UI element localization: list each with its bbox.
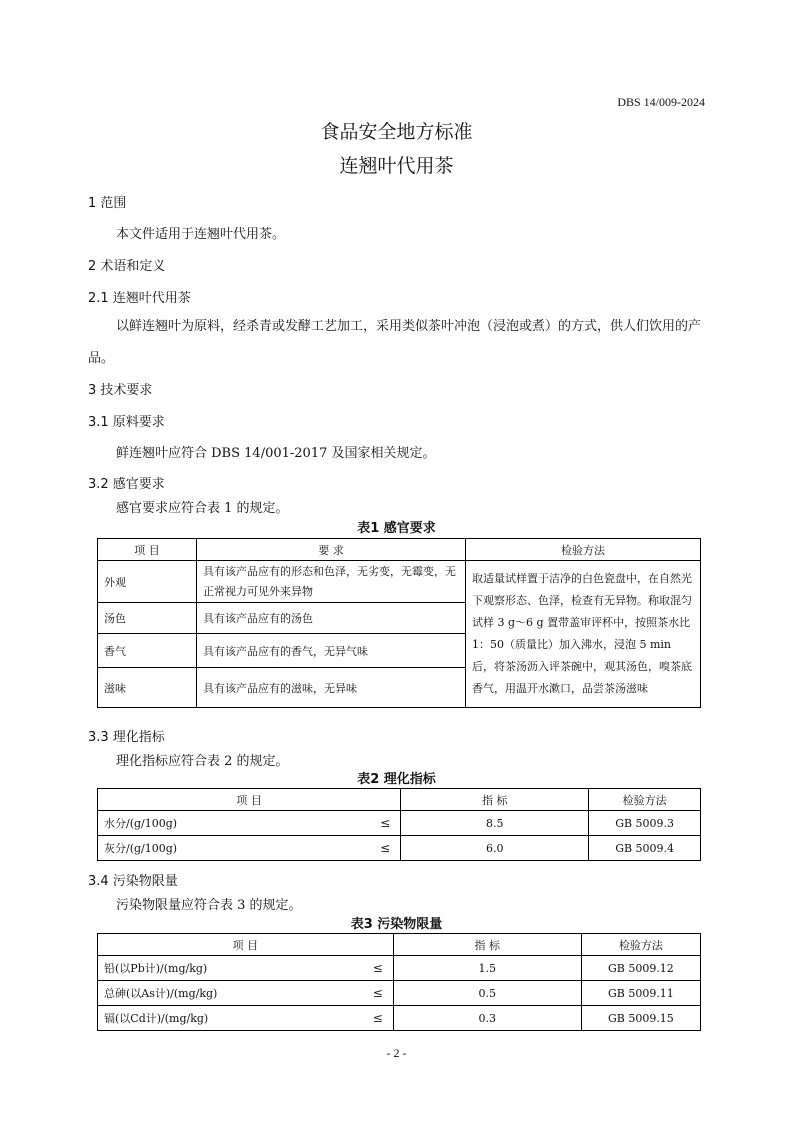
- table-cell-item: 滋味: [98, 668, 197, 708]
- table-1-header-method: 检验方法: [466, 539, 701, 561]
- document-subtitle: 连翘叶代用茶: [339, 155, 454, 177]
- table-2-header-value: 指 标: [401, 789, 589, 811]
- table-cell-method: GB 5009.15: [581, 1006, 700, 1031]
- table-3-header-value: 指 标: [393, 934, 581, 956]
- table-cell-value: 1.5: [393, 956, 581, 981]
- table-row: [98, 836, 701, 861]
- table-cell-operator: ≤: [364, 836, 401, 861]
- table-row: [98, 811, 701, 836]
- section-3-1-heading: 3.1 原料要求: [88, 415, 165, 430]
- table-cell-method: GB 5009.3: [589, 811, 701, 836]
- table-cell-requirement: 具有该产品应有的形态和色泽，无劣变，无霉变，无正常视力可见外来异物: [197, 561, 466, 603]
- page-number: - 2 -: [386, 1046, 407, 1060]
- table-cell-item: 铅(以Pb计)/(mg/kg): [98, 956, 357, 981]
- table-cell-value: 8.5: [401, 811, 589, 836]
- table-2-caption: 表2 理化指标: [357, 772, 436, 787]
- table-cell-value: 6.0: [401, 836, 589, 861]
- table-cell-item: 香气: [98, 634, 197, 668]
- table-cell-item: 外观: [98, 561, 197, 603]
- table-row: [98, 1006, 701, 1031]
- table-cell-method: 取适量试样置于洁净的白色瓷盘中，在自然光下观察形态、色泽，检查有无异物。称取混匀试样 3 g～6 g 置带盖审评杯中，按照茶水比 1：50（质量比）加入沸水，浸泡 5 min 后，将茶汤沥入评茶碗中，观其汤色，嗅茶底香气，用温开水漱口，品尝茶汤滋味: [466, 561, 701, 708]
- physicochemical-table: [97, 788, 701, 861]
- table-cell-item: 水分/(g/100g): [98, 811, 365, 836]
- section-2-heading: 2 术语和定义: [88, 259, 166, 274]
- section-3-2-text: 感官要求应符合表 1 的规定。: [116, 501, 289, 516]
- document-title: 食品安全地方标准: [320, 121, 473, 143]
- section-3-4-heading: 3.4 污染物限量: [88, 874, 178, 889]
- table-2-header-method: 检验方法: [589, 789, 701, 811]
- table-2-header-item: 项 目: [98, 789, 401, 811]
- table-cell-requirement: 具有该产品应有的汤色: [197, 603, 466, 634]
- section-3-3-text: 理化指标应符合表 2 的规定。: [116, 754, 289, 769]
- table-cell-item: 总砷(以As计)/(mg/kg): [98, 981, 357, 1006]
- table-cell-method: GB 5009.12: [581, 956, 700, 981]
- table-cell-item: 汤色: [98, 603, 197, 634]
- table-cell-operator: ≤: [357, 956, 394, 981]
- table-cell-requirement: 具有该产品应有的滋味，无异味: [197, 668, 466, 708]
- table-row: [98, 956, 701, 981]
- table-3-header-method: 检验方法: [581, 934, 700, 956]
- table-row: [98, 981, 701, 1006]
- section-1-text: 本文件适用于连翘叶代用茶。: [116, 227, 286, 242]
- section-3-heading: 3 技术要求: [88, 383, 153, 398]
- section-2-1-text: 以鲜连翘叶为原料，经杀青或发酵工艺加工，采用类似茶叶冲泡（浸泡或煮）的方式，供人们饮用的产品。: [88, 319, 702, 366]
- contaminant-limits-table: [97, 933, 701, 1031]
- table-cell-item: 镉(以Cd计)/(mg/kg): [98, 1006, 357, 1031]
- table-cell-method: GB 5009.4: [589, 836, 701, 861]
- section-2-1-heading: 2.1 连翘叶代用茶: [88, 291, 191, 306]
- table-cell-operator: ≤: [357, 981, 394, 1006]
- table-1-header-requirement: 要 求: [197, 539, 466, 561]
- section-3-2-heading: 3.2 感官要求: [88, 477, 165, 492]
- document-code: DBS 14/009-2024: [617, 95, 705, 109]
- table-3-caption: 表3 污染物限量: [350, 917, 443, 932]
- sensory-requirements-table: [97, 538, 701, 708]
- table-cell-method: GB 5009.11: [581, 981, 700, 1006]
- table-cell-operator: ≤: [364, 811, 401, 836]
- section-3-1-text: 鲜连翘叶应符合 DBS 14/001-2017 及国家相关规定。: [116, 446, 436, 461]
- section-1-heading: 1 范围: [88, 196, 127, 211]
- section-3-3-heading: 3.3 理化指标: [88, 730, 165, 745]
- table-cell-value: 0.3: [393, 1006, 581, 1031]
- table-3-header-item: 项 目: [98, 934, 394, 956]
- table-cell-requirement: 具有该产品应有的香气，无异气味: [197, 634, 466, 668]
- table-1-header-item: 项 目: [98, 539, 197, 561]
- table-row: [98, 561, 701, 603]
- table-cell-value: 0.5: [393, 981, 581, 1006]
- table-1-caption: 表1 感官要求: [357, 521, 436, 536]
- section-3-4-text: 污染物限量应符合表 3 的规定。: [116, 898, 302, 913]
- table-cell-item: 灰分/(g/100g): [98, 836, 365, 861]
- table-cell-operator: ≤: [357, 1006, 394, 1031]
